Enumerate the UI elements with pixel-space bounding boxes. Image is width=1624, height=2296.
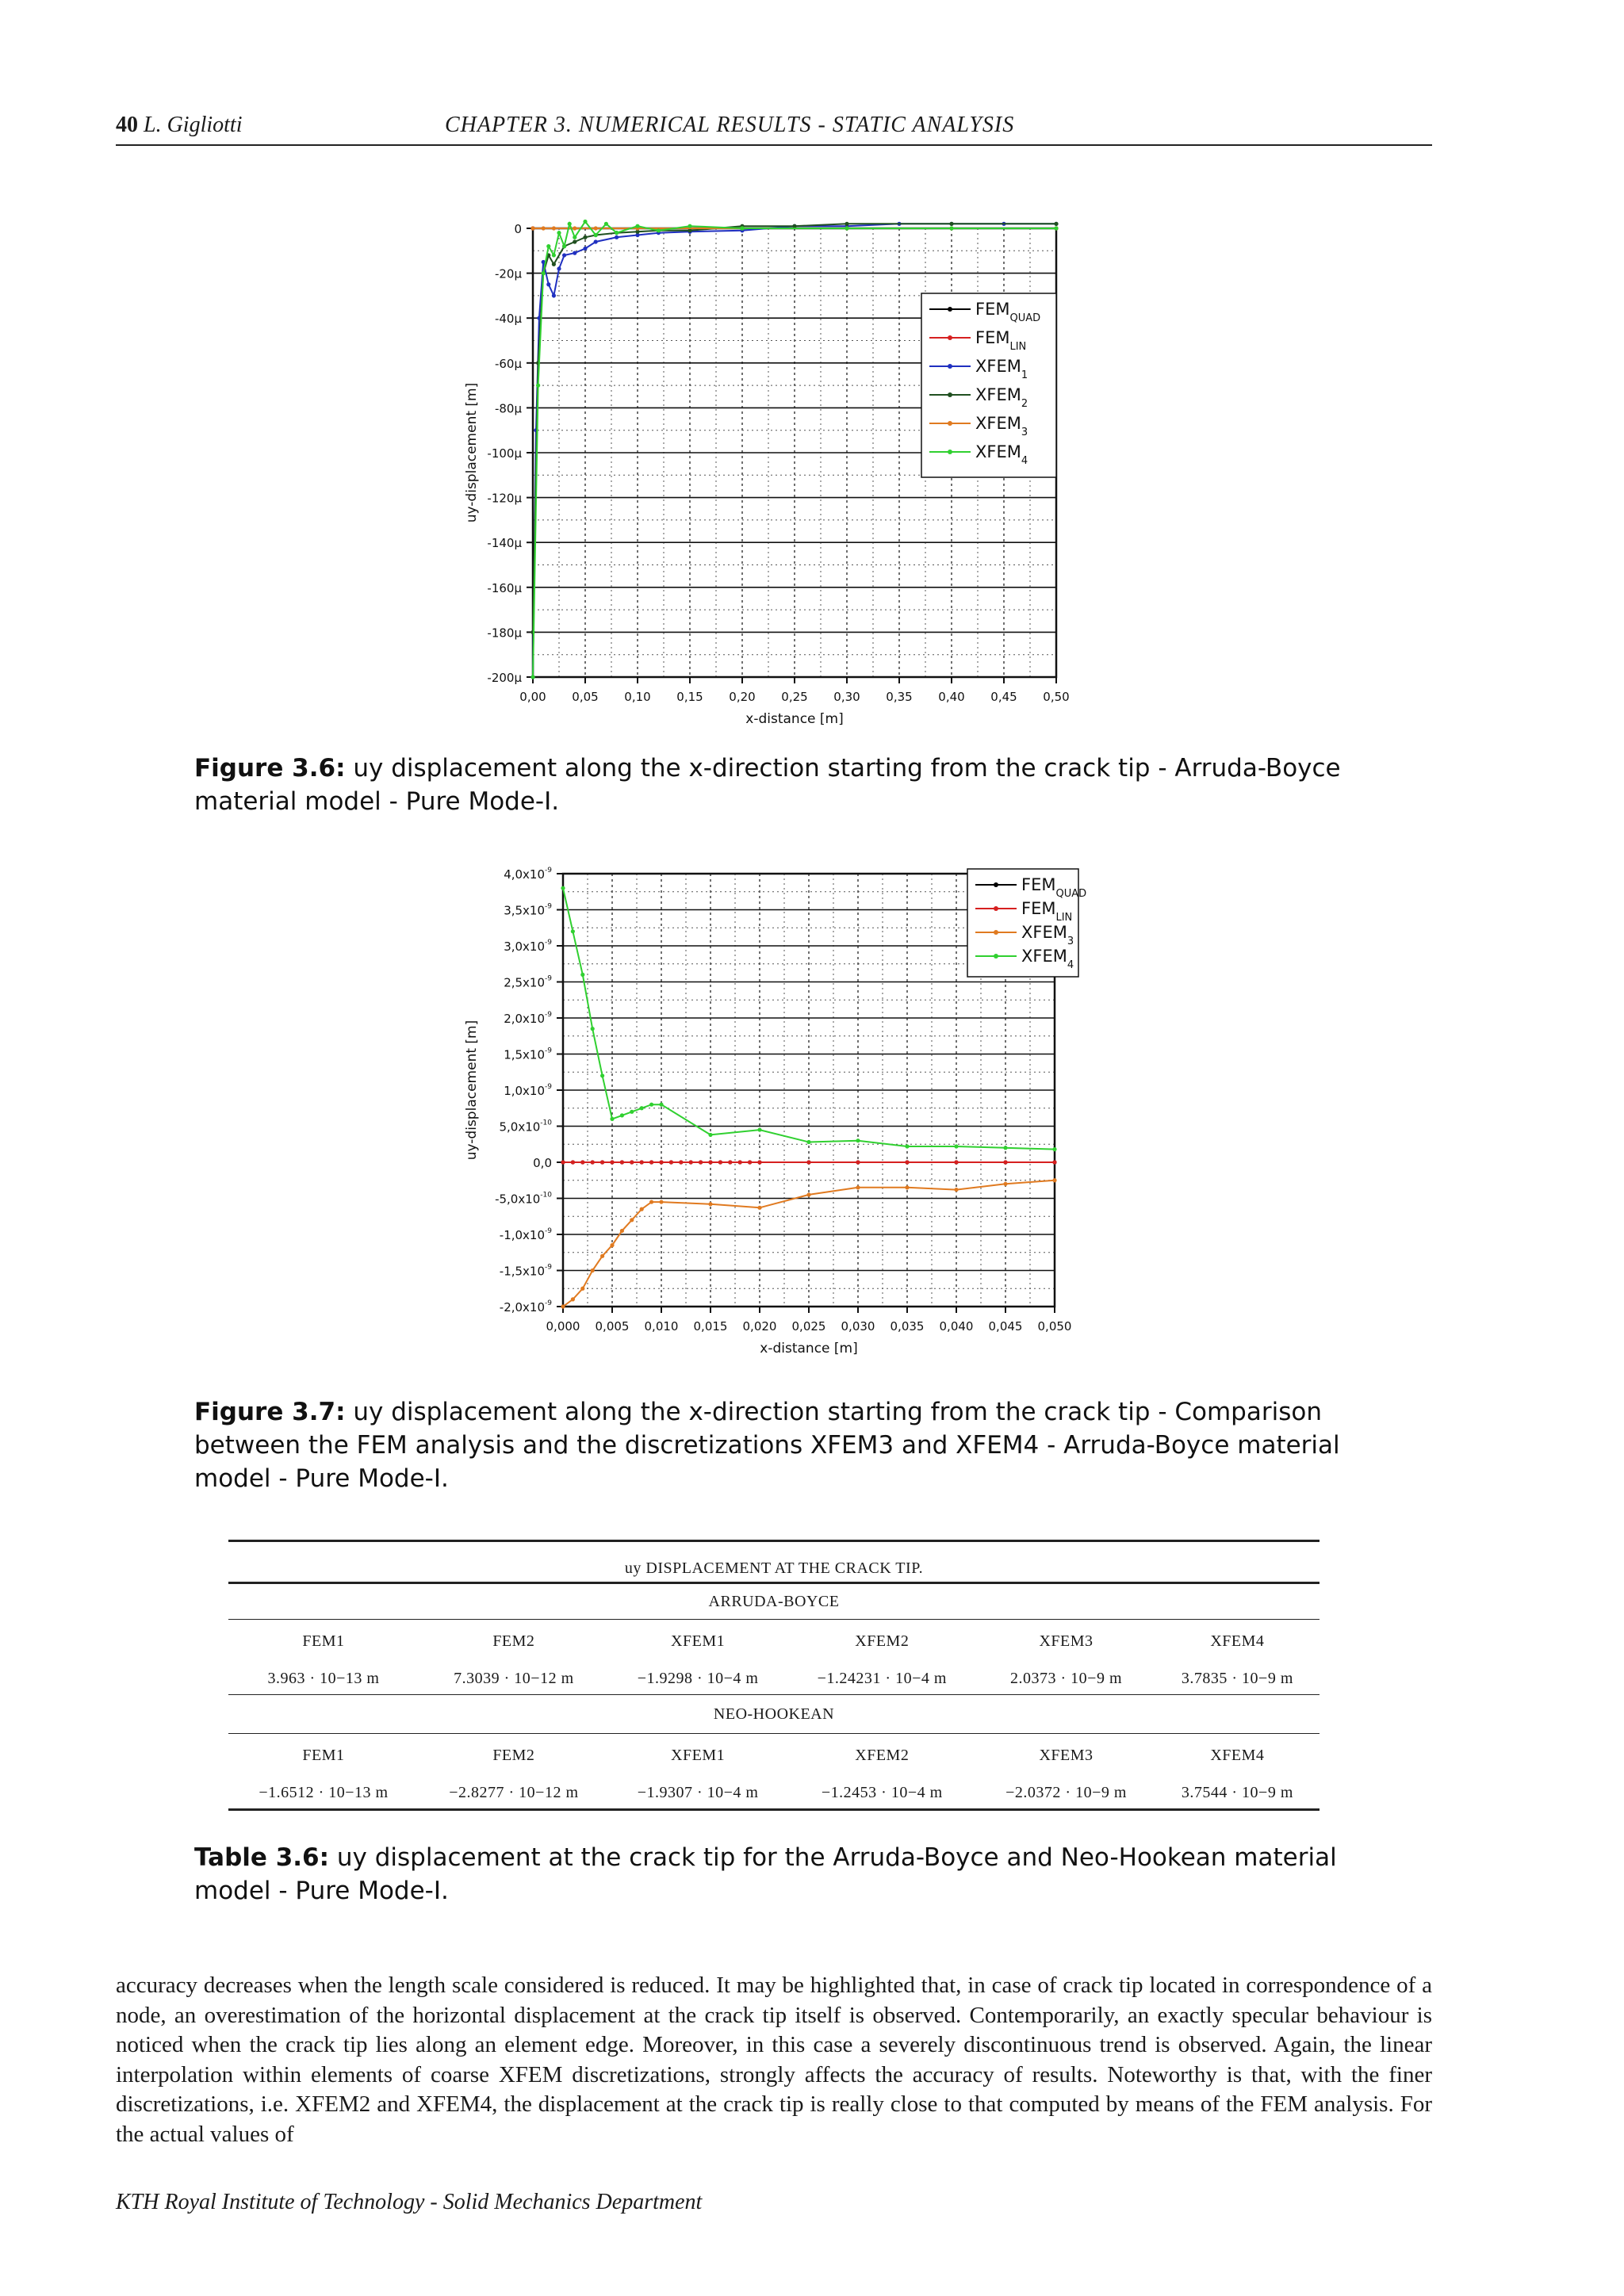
x-tick-label: 0,020 — [742, 1319, 777, 1334]
y-tick-label: -200µ — [487, 671, 522, 685]
table-header-cell: FEM1 — [302, 1632, 345, 1650]
data-point-xfem1 — [557, 266, 561, 270]
table-cell: −1.9307 · 10−4 m — [637, 1783, 759, 1801]
data-point-xfem4 — [1052, 1147, 1056, 1151]
table-cell: −1.9298 · 10−4 m — [637, 1669, 759, 1687]
table-3-6-caption — [194, 1841, 1360, 1908]
legend-label: $FEM_{LIN}$ — [1021, 899, 1073, 924]
data-point-xfem3 — [571, 1297, 575, 1301]
legend-label: $XFEM_1$ — [975, 357, 1028, 381]
y-tick-label: $2,0x10^{-9}$ — [504, 1011, 552, 1026]
legend-label: $XFEM_2$ — [975, 385, 1028, 410]
data-point-femlin — [620, 1160, 624, 1164]
table-header-cell: FEM1 — [302, 1746, 345, 1764]
y-tick-exponent: -10 — [540, 1119, 552, 1127]
y-tick-label: $1,5x10^{-9}$ — [504, 1047, 552, 1062]
data-point-xfem4 — [688, 224, 691, 228]
data-point-xfem3 — [561, 1304, 565, 1308]
table-cell: −2.8277 · 10−12 m — [449, 1783, 579, 1801]
legend-label: $FEM_{LIN}$ — [975, 328, 1027, 353]
data-point-xfem4 — [591, 1027, 595, 1031]
table-cell: 3.7544 · 10−9 m — [1181, 1783, 1293, 1801]
x-tick-label: 0,00 — [519, 690, 546, 704]
data-point-xfem3 — [954, 1188, 958, 1192]
table-header-row — [228, 1734, 1320, 1777]
figure-3-7-label: Figure 3.7: — [194, 1398, 346, 1426]
data-point-femlin — [689, 1160, 693, 1164]
figure-3-7-chart — [460, 856, 1094, 1372]
data-point-xfem4 — [757, 1127, 761, 1131]
data-point-femlin — [580, 1160, 584, 1164]
y-tick-label: $-2,0x10^{-9}$ — [499, 1299, 552, 1314]
legend-label-subscript: 4 — [1067, 959, 1074, 971]
data-point-femlin — [905, 1160, 909, 1164]
data-point-xfem4 — [659, 1103, 663, 1107]
data-point-femlin — [561, 1160, 565, 1164]
data-point-xfem4 — [562, 244, 566, 248]
data-point-femlin — [679, 1160, 683, 1164]
data-point-xfem3 — [649, 1200, 653, 1203]
data-point-femlin — [856, 1160, 860, 1164]
y-tick-exponent: -10 — [540, 1191, 552, 1200]
legend-label-subscript: 3 — [1067, 936, 1074, 947]
y-tick-exponent: -9 — [545, 1011, 552, 1019]
data-point-xfem4 — [905, 1144, 909, 1148]
data-point-xfem4 — [530, 675, 534, 679]
data-point-xfem3 — [856, 1185, 860, 1189]
data-point-femlin — [1003, 1160, 1007, 1164]
figure-3-7-caption — [194, 1395, 1360, 1495]
figure-3-6-caption — [194, 752, 1360, 818]
data-point-xfem4 — [552, 253, 556, 257]
y-tick-exponent: -9 — [545, 1299, 552, 1307]
table-section-arruda: ARRUDA-BOYCE — [708, 1592, 840, 1610]
figure-3-7-text: uy displacement along the x-direction starting from the crack tip - Comparison between the FEM analysis and the discretizations XFEM3 and XFEM4 - Arruda-Boyce material model - Pure Mode-I. — [194, 1398, 1340, 1493]
data-point-xfem4 — [856, 1138, 860, 1142]
y-tick-label: $-1,5x10^{-9}$ — [499, 1263, 552, 1279]
data-point-xfem3 — [580, 1287, 584, 1291]
y-tick-label: -80µ — [494, 401, 522, 416]
table-header-cell: FEM2 — [492, 1632, 535, 1650]
data-point-xfem4 — [740, 226, 744, 230]
data-point-xfem1 — [615, 235, 619, 239]
legend-marker — [948, 335, 952, 340]
data-point-xfem2 — [583, 235, 587, 239]
y-tick-label: -140µ — [487, 536, 522, 551]
data-point-xfem4 — [640, 1106, 644, 1110]
table-3-6-label: Table 3.6: — [194, 1843, 330, 1872]
data-point-femlin — [699, 1160, 703, 1164]
data-point-xfem2 — [573, 239, 576, 243]
data-point-xfem4 — [594, 233, 598, 237]
figure-3-6-chart — [460, 202, 1086, 729]
data-point-femlin — [610, 1160, 614, 1164]
table-section-neo: NEO-HOOKEAN — [713, 1705, 835, 1723]
y-tick-label: $-1,0x10^{-9}$ — [499, 1227, 552, 1242]
data-point-xfem1 — [552, 293, 556, 297]
x-tick-label: 0,10 — [624, 690, 651, 704]
y-axis-label: uy-displacement [m] — [464, 382, 480, 523]
legend-label-subscript: 3 — [1021, 427, 1028, 438]
x-tick-label: 0,025 — [791, 1319, 826, 1334]
y-tick-exponent: -9 — [545, 939, 552, 947]
data-point-xfem4 — [1054, 226, 1058, 230]
legend-marker — [948, 421, 952, 426]
data-point-femlin — [600, 1160, 604, 1164]
data-point-xfem3 — [552, 226, 556, 230]
author-name: L. Gigliotti — [144, 113, 243, 137]
table-title: uy DISPLACEMENT AT THE CRACK TIP. — [624, 1559, 924, 1577]
data-point-xfem3 — [640, 1207, 644, 1211]
data-point-xfem4 — [1003, 1146, 1007, 1150]
table-header-cell: XFEM2 — [855, 1632, 910, 1650]
data-point-femlin — [1052, 1160, 1056, 1164]
data-point-xfem4 — [610, 1117, 614, 1121]
table-cell: −1.24231 · 10−4 m — [817, 1669, 947, 1687]
legend-label: $XFEM_3$ — [975, 414, 1028, 438]
data-point-femlin — [571, 1160, 575, 1164]
x-tick-label: 0,25 — [781, 690, 808, 704]
table-row — [228, 1777, 1320, 1810]
figure-3-6-label: Figure 3.6: — [194, 754, 346, 783]
data-point-xfem3 — [594, 226, 598, 230]
results-table — [228, 1540, 1320, 1814]
results-table-wrap — [228, 1540, 1320, 1814]
data-point-xfem3 — [708, 1202, 712, 1206]
table-3-6-text: uy displacement at the crack tip for the Arruda-Boyce and Neo-Hookean material model - Pure Mode-I. — [194, 1843, 1337, 1905]
y-tick-label: $1,0x10^{-9}$ — [504, 1083, 552, 1098]
x-tick-label: 0,050 — [1037, 1319, 1072, 1334]
x-tick-label: 0,35 — [886, 690, 913, 704]
data-point-femlin — [748, 1160, 752, 1164]
data-point-xfem3 — [757, 1206, 761, 1210]
table-cell: −1.6512 · 10−13 m — [259, 1783, 389, 1801]
data-point-femlin — [669, 1160, 673, 1164]
y-tick-exponent: -9 — [545, 1263, 552, 1272]
legend-label: $XFEM_4$ — [1021, 947, 1074, 971]
data-point-xfem2 — [949, 222, 953, 226]
x-tick-label: 0,035 — [890, 1319, 925, 1334]
table-row — [228, 1663, 1320, 1695]
legend-marker — [994, 930, 998, 935]
data-point-femlin — [591, 1160, 595, 1164]
table-header-cell: XFEM1 — [671, 1746, 726, 1764]
figure-3-6-text: uy displacement along the x-direction starting from the crack tip - Arruda-Boyce material model - Pure Mode-I. — [194, 754, 1341, 816]
data-point-xfem4 — [620, 1113, 624, 1117]
x-tick-label: 0,20 — [729, 690, 756, 704]
table-header-cell: XFEM4 — [1210, 1746, 1265, 1764]
data-point-xfem2 — [845, 222, 848, 226]
data-point-femlin — [738, 1160, 742, 1164]
table-cell: 3.963 · 10−13 m — [267, 1669, 380, 1687]
data-point-xfem4 — [600, 1073, 604, 1077]
data-point-xfem3 — [591, 1269, 595, 1272]
data-point-xfem4 — [630, 1110, 634, 1114]
x-axis-label: x-distance [m] — [760, 1341, 858, 1357]
y-tick-exponent: -9 — [545, 867, 552, 874]
y-tick-exponent: -9 — [545, 902, 552, 911]
data-point-xfem4 — [845, 226, 848, 230]
data-point-xfem4 — [708, 1133, 712, 1137]
table-header-cell: XFEM3 — [1039, 1632, 1094, 1650]
data-point-xfem4 — [657, 228, 661, 232]
data-point-xfem4 — [580, 973, 584, 977]
data-point-xfem4 — [806, 1140, 810, 1144]
data-point-xfem4 — [557, 231, 561, 235]
data-point-xfem3 — [905, 1185, 909, 1189]
data-point-xfem1 — [594, 239, 598, 243]
legend-marker — [948, 450, 952, 454]
x-tick-label: 0,000 — [546, 1319, 580, 1334]
data-point-xfem2 — [1054, 222, 1058, 226]
data-point-xfem3 — [1003, 1182, 1007, 1186]
legend-label: $FEM_{QUAD}$ — [975, 300, 1041, 324]
legend-label-subscript: QUAD — [1009, 312, 1041, 324]
data-point-xfem1 — [583, 247, 587, 251]
data-point-xfem3 — [620, 1229, 624, 1233]
data-point-xfem1 — [562, 253, 566, 257]
page-header — [116, 111, 1432, 146]
y-tick-exponent: -9 — [545, 1047, 552, 1055]
data-point-xfem4 — [571, 929, 575, 933]
legend-label-subscript: 2 — [1021, 398, 1028, 410]
data-point-femlin — [708, 1160, 712, 1164]
data-point-xfem4 — [542, 271, 546, 275]
y-tick-label: -40µ — [494, 312, 522, 327]
legend-label: $XFEM_4$ — [975, 442, 1028, 467]
y-tick-label: -160µ — [487, 580, 522, 595]
data-point-xfem4 — [649, 1103, 653, 1107]
legend-label-subscript: QUAD — [1055, 888, 1087, 900]
data-point-xfem4 — [954, 1144, 958, 1148]
legend-marker — [994, 906, 998, 911]
data-point-xfem2 — [688, 228, 691, 232]
y-tick-label: $-5,0x10^{-10}$ — [495, 1191, 552, 1207]
page-number: 40 — [116, 113, 138, 137]
data-point-femlin — [630, 1160, 634, 1164]
data-point-xfem3 — [1052, 1178, 1056, 1182]
y-tick-label: -120µ — [487, 491, 522, 506]
y-tick-label: -100µ — [487, 446, 522, 461]
y-tick-label: -20µ — [494, 266, 522, 281]
y-axis-label: uy-displacement [m] — [464, 1020, 480, 1161]
x-tick-label: 0,30 — [833, 690, 860, 704]
y-tick-exponent: -9 — [545, 1227, 552, 1235]
data-point-femlin — [757, 1160, 761, 1164]
data-point-xfem3 — [806, 1192, 810, 1196]
data-point-xfem1 — [546, 282, 550, 286]
data-point-xfem1 — [573, 251, 576, 255]
y-tick-label: 0 — [514, 222, 522, 236]
data-point-femlin — [718, 1160, 722, 1164]
data-point-xfem4 — [949, 226, 953, 230]
y-tick-label: -60µ — [494, 356, 522, 371]
table-cell: −1.2453 · 10−4 m — [821, 1783, 943, 1801]
data-point-xfem3 — [610, 1243, 614, 1247]
data-point-femlin — [728, 1160, 732, 1164]
data-point-xfem4 — [561, 886, 565, 890]
y-tick-label: $5,0x10^{-10}$ — [499, 1119, 552, 1135]
data-point-xfem3 — [573, 226, 576, 230]
data-point-xfem4 — [635, 224, 639, 228]
data-point-xfem3 — [630, 1218, 634, 1222]
data-point-xfem4 — [604, 222, 608, 226]
table-cell: 7.3039 · 10−12 m — [454, 1669, 574, 1687]
y-tick-label: $4,0x10^{-9}$ — [504, 867, 552, 882]
y-tick-label: $3,0x10^{-9}$ — [504, 939, 552, 954]
table-cell: −2.0372 · 10−9 m — [1005, 1783, 1127, 1801]
x-tick-label: 0,010 — [644, 1319, 679, 1334]
table-header-row — [228, 1620, 1320, 1663]
legend-label-subscript: LIN — [1009, 341, 1027, 353]
data-point-xfem4 — [568, 222, 572, 226]
table-header-cell: FEM2 — [492, 1746, 535, 1764]
y-tick-label: $3,5x10^{-9}$ — [504, 902, 552, 918]
legend-marker — [994, 882, 998, 887]
y-tick-label: -180µ — [487, 626, 522, 641]
x-tick-label: 0,40 — [938, 690, 965, 704]
legend-label-subscript: LIN — [1055, 912, 1073, 924]
data-point-femlin — [640, 1160, 644, 1164]
data-point-xfem3 — [600, 1254, 604, 1258]
y-tick-label: $2,5x10^{-9}$ — [504, 974, 552, 990]
x-tick-label: 0,015 — [693, 1319, 728, 1334]
data-point-femlin — [659, 1160, 663, 1164]
legend-marker — [948, 392, 952, 397]
x-tick-label: 0,05 — [572, 690, 599, 704]
x-tick-label: 0,15 — [676, 690, 703, 704]
y-tick-label: 0,0 — [533, 1156, 552, 1170]
data-point-xfem3 — [530, 226, 534, 230]
chapter-title: CHAPTER 3. NUMERICAL RESULTS - STATIC ANALYSIS — [445, 113, 1015, 137]
data-point-xfem4 — [546, 244, 550, 248]
data-point-femlin — [806, 1160, 810, 1164]
table-header-cell: XFEM3 — [1039, 1746, 1094, 1764]
legend-label: $FEM_{QUAD}$ — [1021, 875, 1087, 900]
legend-label-subscript: 1 — [1021, 369, 1028, 381]
legend-label: $XFEM_3$ — [1021, 923, 1074, 947]
data-point-xfem2 — [792, 224, 796, 228]
x-tick-label: 0,45 — [990, 690, 1017, 704]
data-point-xfem3 — [542, 226, 546, 230]
data-point-xfem4 — [573, 235, 576, 239]
x-tick-label: 0,045 — [988, 1319, 1023, 1334]
x-tick-label: 0,50 — [1043, 690, 1070, 704]
x-tick-label: 0,030 — [841, 1319, 875, 1334]
data-point-femlin — [649, 1160, 653, 1164]
data-point-xfem4 — [583, 220, 587, 224]
y-tick-exponent: -9 — [545, 974, 552, 983]
legend-marker — [948, 307, 952, 312]
data-point-xfem3 — [659, 1200, 663, 1203]
table-cell: 3.7835 · 10−9 m — [1181, 1669, 1293, 1687]
data-point-xfem4 — [536, 384, 540, 388]
y-tick-exponent: -9 — [545, 1083, 552, 1091]
table-header-cell: XFEM2 — [855, 1746, 910, 1764]
x-tick-label: 0,005 — [595, 1319, 630, 1334]
header-left — [116, 113, 242, 138]
data-point-femlin — [954, 1160, 958, 1164]
x-axis-label: x-distance [m] — [745, 711, 844, 727]
data-point-xfem2 — [552, 262, 556, 266]
table-cell: 2.0373 · 10−9 m — [1010, 1669, 1123, 1687]
table-header-cell: XFEM1 — [671, 1632, 726, 1650]
data-point-xfem4 — [615, 231, 619, 235]
legend-label-subscript: 4 — [1021, 455, 1028, 467]
body-paragraph: accuracy decreases when the length scale considered is reduced. It may be highlighted that, in case of crack tip located in correspondence of a node, an overestimation of the horizontal displacement at the crack tip itself is observed. Contemporarily, an exactly specular behaviour is noticed when the crack tip lies along an element edge. Moreover, in this case a severely discontinuous trend is observed. Again, the linear interpolation within elements of coarse XFEM discretizations, strongly affects the accuracy of results. Noteworthy is that, with the finer discretizations, i.e. XFEM2 and XFEM4, the displacement at the crack tip is really close to that computed by means of the FEM analysis. For the actual values of — [116, 1973, 1432, 2147]
legend-marker — [948, 364, 952, 369]
table-header-cell: XFEM4 — [1210, 1632, 1265, 1650]
x-tick-label: 0,040 — [939, 1319, 974, 1334]
page-footer: KTH Royal Institute of Technology - Solid Mechanics Department — [116, 2190, 703, 2214]
legend-marker — [994, 954, 998, 959]
